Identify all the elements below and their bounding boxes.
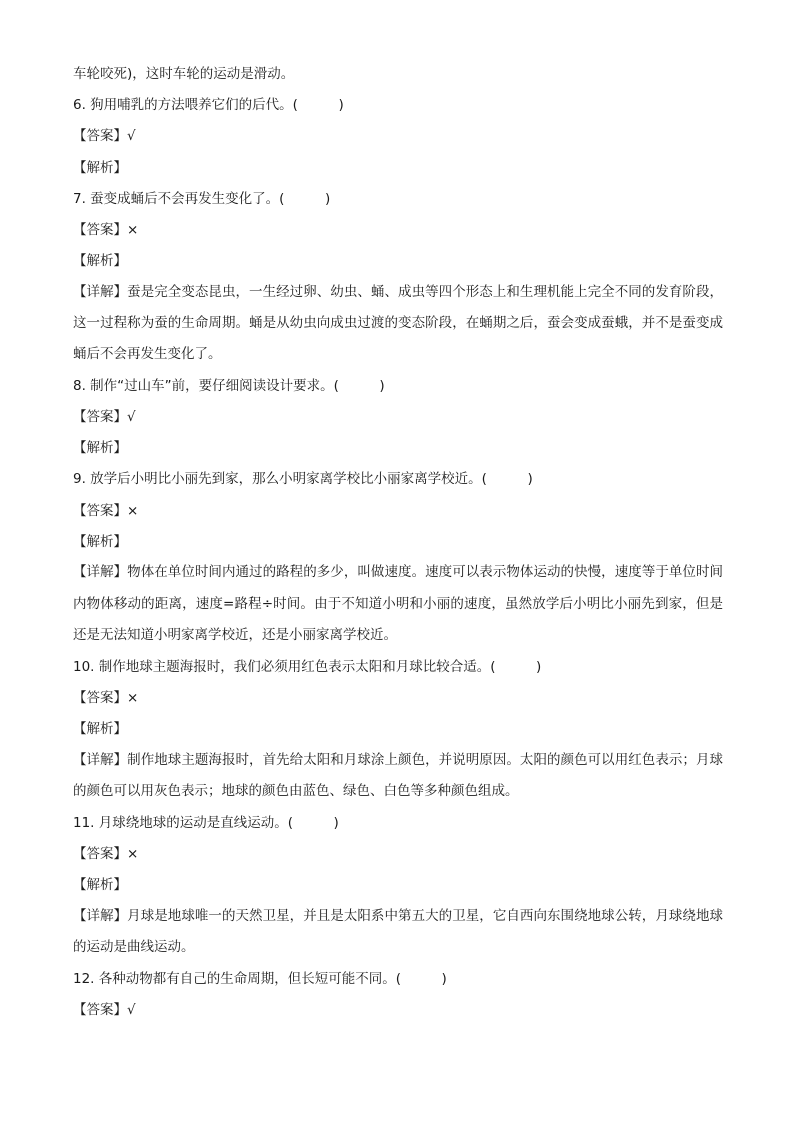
answer-10: 【答案】×: [73, 689, 139, 706]
question-8: 8. 制作“过山车”前，要仔细阅读设计要求。( ): [73, 377, 385, 394]
answer-9: 【答案】×: [73, 502, 139, 519]
answer-11: 【答案】×: [73, 845, 139, 862]
explanation-9: 【详解】物体在单位时间内通过的路程的多少，叫做速度。速度可以表示物体运动的快慢，速度等于单位时间内物体移动的距离，速度=路程÷时间。由于不知道小明和小丽的速度，虽然放学后小明比小丽先到家，但是还是无法知道小明家离学校近，还是小丽家离学校近。: [73, 564, 723, 643]
explanation-10: 【详解】制作地球主题海报时，首先给太阳和月球涂上颜色，并说明原因。太阳的颜色可以用红色表示；月球的颜色可以用灰色表示；地球的颜色由蓝色、绿色、白色等多种颜色组成。: [73, 751, 723, 799]
answer-12: 【答案】√: [73, 1001, 136, 1018]
question-10: 10. 制作地球主题海报时，我们必须用红色表示太阳和月球比较合适。( ): [73, 658, 542, 675]
analysis-label-6: 【解析】: [73, 159, 127, 176]
question-6: 6. 狗用哺乳的方法喂养它们的后代。( ): [73, 97, 344, 114]
answer-7: 【答案】×: [73, 221, 139, 238]
analysis-label-10: 【解析】: [73, 721, 127, 738]
analysis-label-9: 【解析】: [73, 533, 127, 550]
question-7: 7. 蚕变成蛹后不会再发生变化了。( ): [73, 190, 331, 207]
answer-8: 【答案】√: [73, 409, 136, 426]
question-11: 11. 月球绕地球的运动是直线运动。( ): [73, 814, 339, 831]
text-line-continuation: 车轮咬死)，这时车轮的运动是滑动。: [73, 66, 295, 82]
answer-6: 【答案】√: [73, 128, 136, 145]
analysis-label-7: 【解析】: [73, 253, 127, 270]
analysis-label-11: 【解析】: [73, 877, 127, 893]
question-12: 12. 各种动物都有自己的生命周期，但长短可能不同。( ): [73, 970, 447, 987]
question-9: 9. 放学后小明比小丽先到家，那么小明家离学校比小丽家离学校近。( ): [73, 471, 533, 488]
analysis-label-8: 【解析】: [73, 440, 127, 457]
explanation-7: 【详解】蚕是完全变态昆虫，一生经过卵、幼虫、蛹、成虫等四个形态上和生理机能上完全不同的发育阶段，这一过程称为蚕的生命周期。蛹是从幼虫向成虫过渡的变态阶段，在蛹期之后，蚕会变成蚕蛾，并不是蚕变成蛹后不会再发生变化了。: [73, 283, 723, 363]
explanation-11: 【详解】月球是地球唯一的天然卫星，并且是太阳系中第五大的卫星，它自西向东围绕地球公转，月球绕地球的运动是曲线运动。: [73, 907, 723, 955]
page-content: [73, 64, 723, 1031]
